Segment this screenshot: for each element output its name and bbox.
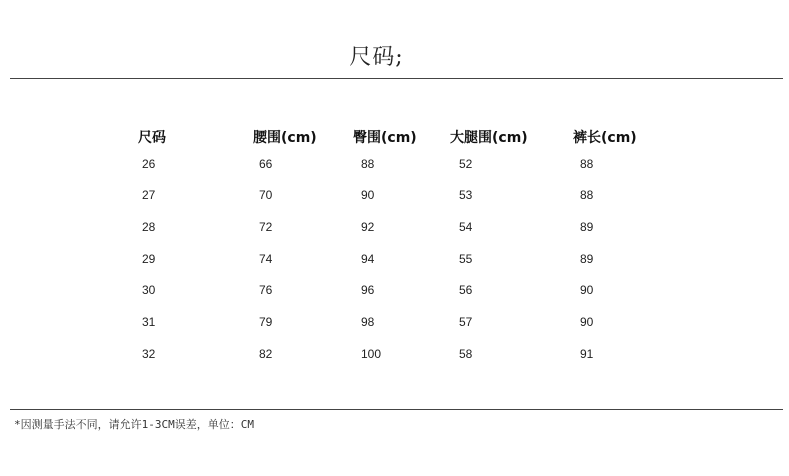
cell-hip: 96	[361, 283, 375, 297]
cell-size: 30	[142, 283, 156, 297]
cell-length: 88	[580, 157, 594, 171]
cell-waist: 76	[259, 283, 273, 297]
header-waist: 腰围(cm)	[253, 130, 317, 146]
cell-hip: 88	[361, 157, 375, 171]
cell-thigh: 55	[459, 252, 473, 266]
cell-size: 32	[142, 347, 156, 361]
cell-size: 26	[142, 157, 156, 171]
cell-thigh: 54	[459, 220, 473, 234]
cell-waist: 82	[259, 347, 273, 361]
cell-length: 91	[580, 347, 594, 361]
cell-length: 90	[580, 315, 594, 329]
cell-waist: 70	[259, 188, 273, 202]
cell-thigh: 56	[459, 283, 473, 297]
header-hip: 臀围(cm)	[353, 130, 417, 146]
page-title: 尺码;	[349, 45, 404, 70]
cell-length: 89	[580, 220, 594, 234]
cell-size: 31	[142, 315, 156, 329]
cell-hip: 100	[361, 347, 382, 361]
cell-waist: 74	[259, 252, 273, 266]
cell-thigh: 53	[459, 188, 473, 202]
cell-waist: 79	[259, 315, 273, 329]
bottom-divider	[10, 409, 783, 410]
cell-hip: 98	[361, 315, 375, 329]
header-thigh: 大腿围(cm)	[450, 130, 528, 146]
cell-size: 29	[142, 252, 156, 266]
cell-thigh: 52	[459, 157, 473, 171]
cell-size: 27	[142, 188, 156, 202]
cell-length: 89	[580, 252, 594, 266]
header-size: 尺码	[138, 130, 166, 146]
cell-hip: 90	[361, 188, 375, 202]
cell-length: 88	[580, 188, 594, 202]
cell-waist: 72	[259, 220, 273, 234]
measurement-note: *因测量手法不同，请允许1-3CM误差，单位：CM	[14, 418, 254, 431]
cell-waist: 66	[259, 157, 273, 171]
cell-size: 28	[142, 220, 156, 234]
cell-thigh: 58	[459, 347, 473, 361]
cell-hip: 94	[361, 252, 375, 266]
cell-length: 90	[580, 283, 594, 297]
cell-hip: 92	[361, 220, 375, 234]
header-length: 裤长(cm)	[573, 130, 637, 146]
cell-thigh: 57	[459, 315, 473, 329]
